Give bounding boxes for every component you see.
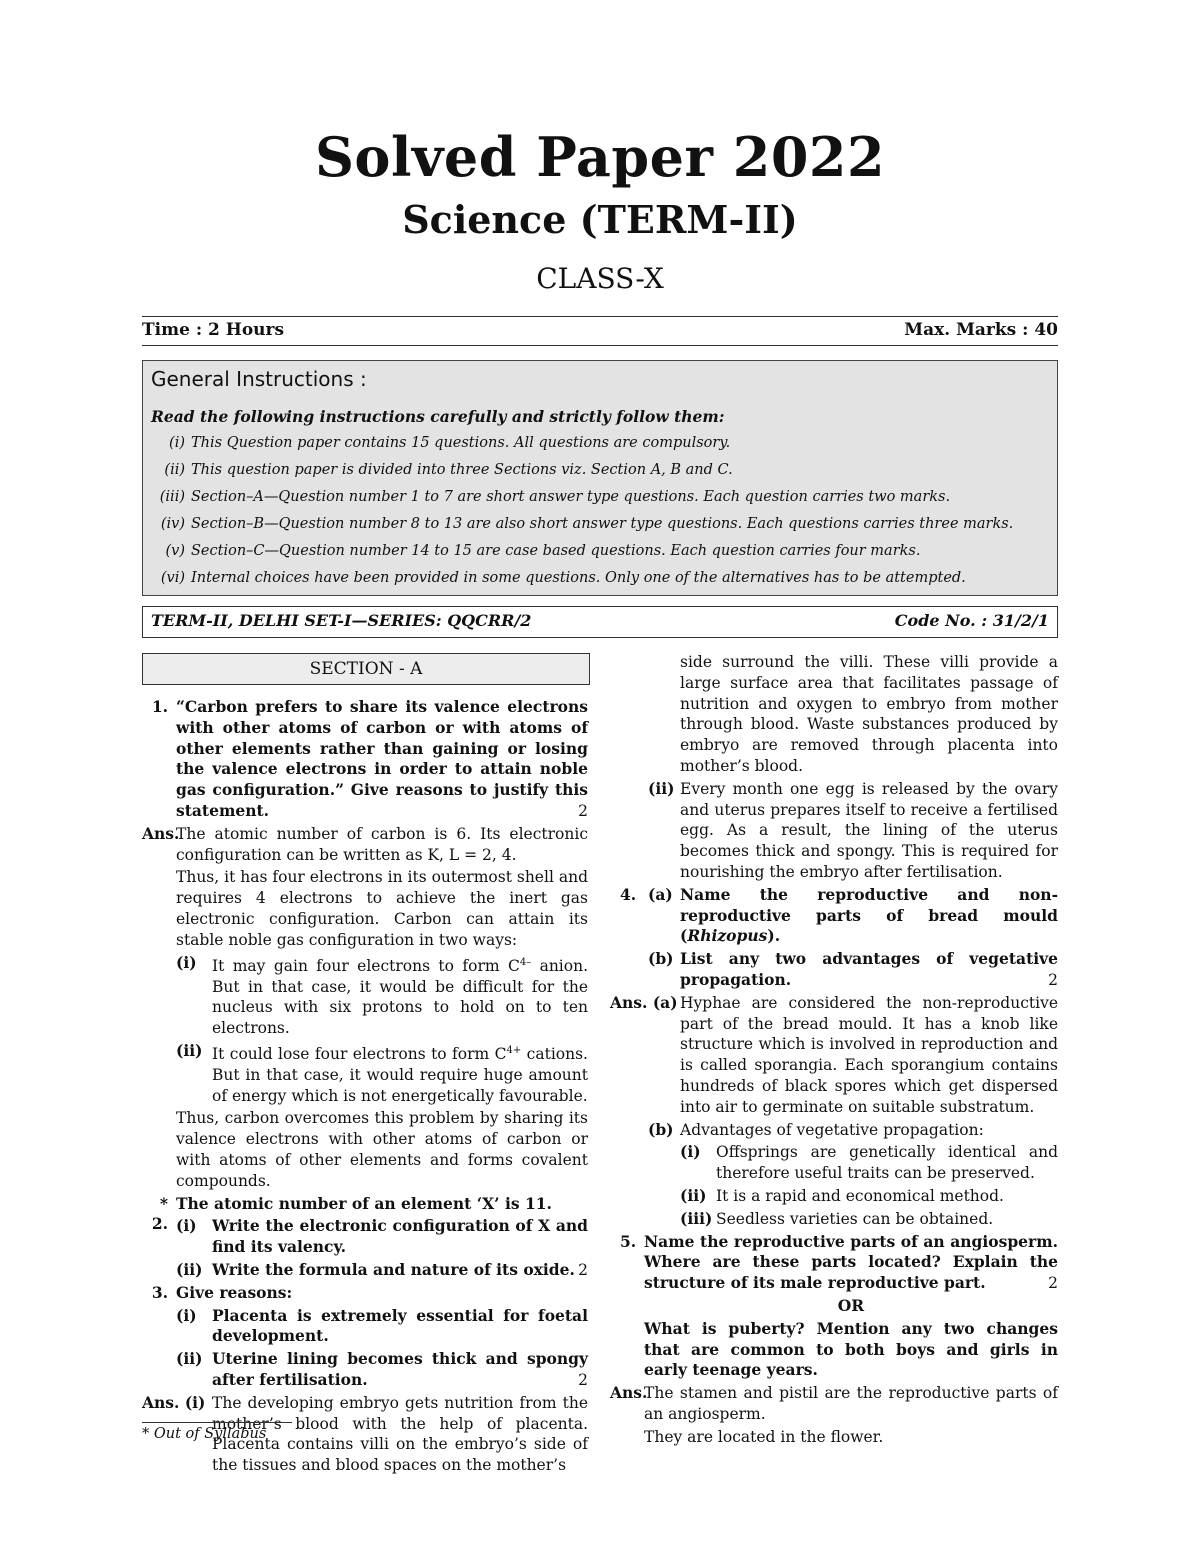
answer-label: Ans. [610, 1383, 648, 1403]
question-1 [142, 697, 588, 822]
question-number: * 2. [151, 1193, 168, 1234]
instruction-number: (v) [165, 543, 185, 559]
instruction-text: Section–C—Question number 14 to 15 are case based questions. Each question carries four marks. [191, 543, 921, 559]
answer-1-point-i [142, 953, 588, 1039]
answer-1-p3: Thus, carbon overcomes this problem by sharing its valence electrons with other atoms of carbon or with atoms of other elements and forms covalent compounds. [176, 1109, 588, 1190]
answer-label: Ans. (i) [142, 1392, 206, 1412]
question-text-italic: Rhizopus [687, 926, 768, 946]
superscript: 4+ [506, 1044, 522, 1056]
question-number: 5. [620, 1231, 637, 1251]
time-label: Time : 2 Hours [142, 320, 285, 340]
left-column [142, 697, 588, 1478]
question-4-part-b [610, 949, 1058, 991]
question-marks: 2 [1048, 1274, 1058, 1293]
question-marks: 2 [578, 801, 588, 820]
point-text: It may gain four electrons to form C [212, 956, 520, 975]
question-text: Write the formula and nature of its oxide. [212, 1260, 575, 1280]
answer-3-part-i-cont: side surround the villi. These villi provide a large surface area that facilitates passage of nutrition and oxygen to embryo from mother through blood. Waste substances produced by embryo are removed through placenta into mother’s blood. [680, 653, 1058, 775]
code-number-label: Code No. : 31/2/1 [894, 611, 1049, 630]
answer-5-p1 [610, 1383, 1058, 1425]
instruction-number: (vi) [160, 570, 185, 586]
point-number: (a) [648, 884, 673, 904]
answer-5-p2: They are located in the flower. [644, 1427, 884, 1446]
section-heading: SECTION - A [142, 653, 590, 685]
answer-text: It is a rapid and economical method. [716, 1186, 1004, 1205]
question-text: Give reasons: [176, 1282, 293, 1302]
answer-1-p2: Thus, it has four electrons in its outermost shell and requires 4 electrons to achieve the inert gas electronic configuration. Carbon can attain its stable noble gas configuration in two ways: [176, 868, 588, 949]
question-text: The atomic number of an element ‘X’ is 11. [176, 1193, 552, 1213]
question-number: 1. [151, 697, 168, 716]
answer-1-p1 [142, 824, 588, 866]
instruction-text: Section–A—Question number 1 to 7 are short answer type questions. Each question carries two marks. [191, 489, 951, 505]
instruction-item [151, 570, 966, 586]
instruction-text: This Question paper contains 15 questions. All questions are compulsory. [191, 435, 731, 451]
answer-text: The developing embryo gets nutrition from the mother’s blood with the help of placenta. Placenta contains villi on the embryo’s side of the tissues and blood spaces on the mother’s [212, 1393, 588, 1475]
instruction-text: Internal choices have been provided in some questions. Only one of the alternatives has to be attempted. [191, 570, 966, 586]
instruction-item [151, 462, 733, 478]
set-series-label: TERM-II, DELHI SET-I—SERIES: QQCRR/2 [151, 611, 532, 630]
question-number: 4. [620, 884, 637, 904]
answer-4-b-point-i [610, 1142, 1058, 1184]
answer-3-part-ii [610, 779, 1058, 883]
question-3-part-ii [142, 1349, 588, 1391]
point-number: (b) [648, 949, 674, 969]
question-3-part-i [142, 1306, 588, 1348]
answer-4-b-point-iii [610, 1209, 1058, 1230]
instruction-number: (i) [169, 435, 185, 451]
point-number: (ii) [680, 1185, 707, 1205]
point-number: (ii) [648, 778, 675, 798]
footnote-divider [142, 1422, 292, 1423]
answer-label: Ans. (a) [610, 992, 678, 1012]
answer-text: Advantages of vegetative propagation: [680, 1120, 984, 1139]
class-line: CLASS-X [536, 262, 664, 295]
point-number: (i) [680, 1142, 701, 1162]
point-text: It could lose four electrons to form C [212, 1045, 507, 1064]
question-2-part-i [142, 1216, 588, 1258]
superscript: 4– [519, 956, 532, 968]
instruction-text: This question paper is divided into three Sections viz. Section A, B and C. [191, 462, 733, 478]
point-number: (ii) [176, 1040, 203, 1060]
instruction-item [151, 516, 1013, 532]
answer-text: The atomic number of carbon is 6. Its electronic configuration can be written as K, L = 2, 4. [176, 824, 588, 864]
answer-text: Offsprings are genetically identical and therefore useful traits can be preserved. [716, 1143, 1058, 1183]
point-number: (i) [176, 1305, 197, 1325]
answer-text: The stamen and pistil are the reproductive parts of an angiosperm. [644, 1384, 1058, 1423]
question-2-part-ii [142, 1260, 588, 1281]
question-text: List any two advantages of vegetative propagation. [680, 949, 1058, 989]
answer-4-part-b [610, 1120, 1058, 1141]
question-text: “Carbon prefers to share its valence electrons with other atoms of carbon or with atoms of other elements rather than gaining or losing the valence electrons in order to attain noble gas configuration.” Give reasons to justify this statement. [176, 697, 588, 820]
question-marks: 2 [578, 1261, 588, 1280]
max-marks-label: Max. Marks : 40 [904, 320, 1058, 340]
instructions-heading: General Instructions : [151, 367, 367, 391]
question-marks: 2 [578, 1371, 588, 1390]
meta-bar [142, 316, 1058, 346]
set-series-bar [142, 606, 1058, 638]
right-column [610, 652, 1058, 1449]
question-4-part-a [610, 885, 1058, 947]
point-number: (ii) [176, 1349, 203, 1369]
point-number: (i) [176, 952, 197, 972]
point-text: anion. But in that case, it would be difficult for the nucleus with six protons to hold on to ten electrons. [212, 956, 588, 1038]
answer-text: Hyphae are considered the non-reproductive part of the bread mould. It has a knob like structure which is involved in reproduction and is called sporangia. Each sporangium contains hundreds of black spores which get dispersed into air to germinate on suitable substratum. [680, 993, 1058, 1116]
question-3 [142, 1283, 588, 1304]
point-number: (iii) [680, 1208, 713, 1228]
instruction-number: (iii) [159, 489, 185, 505]
instruction-number: (ii) [164, 462, 185, 478]
answer-label: Ans. [142, 823, 180, 843]
instruction-item [151, 489, 950, 505]
point-number: (ii) [176, 1260, 203, 1280]
question-5-alternative: What is puberty? Mention any two changes that are common to both boys and girls in early teenage years. [644, 1318, 1058, 1380]
instructions-intro: Read the following instructions carefully and strictly follow them: [151, 407, 725, 426]
footnote: * Out of Syllabus [142, 1426, 267, 1442]
answer-text: Seedless varieties can be obtained. [716, 1209, 994, 1228]
paper-title: Solved Paper 2022 [314, 125, 886, 189]
or-separator: OR [837, 1295, 865, 1315]
answer-4-part-a [610, 993, 1058, 1118]
answer-4-b-point-ii [610, 1186, 1058, 1207]
instruction-item [151, 435, 730, 451]
question-text: Name the reproductive parts of an angiosperm. Where are these parts located? Explain the structure of its male reproductive part. [644, 1231, 1058, 1293]
instruction-number: (iv) [160, 516, 185, 532]
answer-1-point-ii [142, 1041, 588, 1107]
instruction-item [151, 543, 920, 559]
question-number: 3. [151, 1282, 168, 1302]
question-marks: 2 [1048, 970, 1058, 989]
question-5 [610, 1232, 1058, 1294]
question-text: Placenta is extremely essential for foetal development. [212, 1305, 588, 1346]
question-text: Uterine lining becomes thick and spongy after fertilisation. [212, 1349, 588, 1390]
general-instructions-box [142, 360, 1058, 596]
question-text: Name the reproductive and non-reproductive parts of bread mould ( [680, 884, 1058, 946]
point-number: (i) [176, 1216, 197, 1236]
point-text: cations. But in that case, it would require huge amount of energy which is not energetically favourable. [212, 1045, 588, 1105]
answer-text: Every month one egg is released by the ovary and uterus prepares itself to receive a fertilised egg. As a result, the lining of the uterus becomes thick and spongy. This is required for nourishing the embryo after fertilisation. [680, 779, 1058, 881]
question-2 [142, 1193, 588, 1234]
instruction-text: Section–B—Question number 8 to 13 are also short answer type questions. Each questions carries three marks. [191, 516, 1014, 532]
point-number: (b) [648, 1119, 674, 1139]
question-text: ). [767, 926, 781, 946]
question-text: Write the electronic configuration of X and find its valency. [212, 1216, 588, 1257]
paper-subtitle: Science (TERM-II) [402, 197, 798, 242]
